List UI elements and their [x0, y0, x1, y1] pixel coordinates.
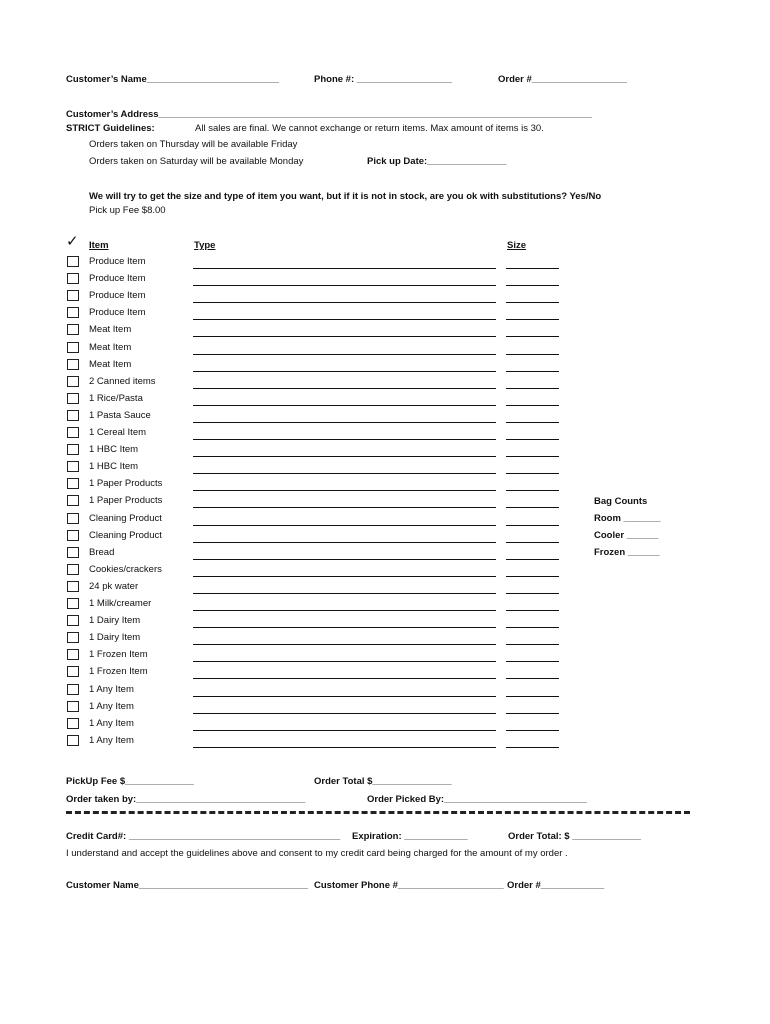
item-checkbox[interactable] — [67, 718, 79, 729]
bag-count-room-field[interactable]: Room _______ — [594, 513, 661, 524]
size-entry-line[interactable] — [506, 627, 559, 628]
type-entry-line[interactable] — [193, 559, 496, 560]
type-entry-line[interactable] — [193, 354, 496, 355]
item-label: 1 Any Item — [89, 735, 134, 746]
item-checkbox[interactable] — [67, 256, 79, 267]
item-checkbox[interactable] — [67, 632, 79, 643]
size-entry-line[interactable] — [506, 268, 559, 269]
pickup-date-field[interactable]: Pick up Date:_______________ — [367, 156, 507, 167]
item-label: 1 Dairy Item — [89, 632, 141, 643]
check-mark-icon: ✓ — [66, 233, 79, 250]
credit-card-field[interactable]: Credit Card#: ________________________________________ — [66, 831, 341, 842]
item-label: Cleaning Product — [89, 530, 162, 541]
type-entry-line[interactable] — [193, 302, 496, 303]
type-entry-line[interactable] — [193, 696, 496, 697]
item-label: 1 Milk/creamer — [89, 598, 152, 609]
size-entry-line[interactable] — [506, 490, 559, 491]
size-entry-line[interactable] — [506, 285, 559, 286]
size-entry-line[interactable] — [506, 576, 559, 577]
item-checkbox[interactable] — [67, 427, 79, 438]
size-entry-line[interactable] — [506, 730, 559, 731]
type-entry-line[interactable] — [193, 713, 496, 714]
item-checkbox[interactable] — [67, 376, 79, 387]
customer-address-field[interactable]: Customer’s Address__________________________________________________________________________________ — [66, 109, 592, 120]
item-label: 1 Frozen Item — [89, 666, 148, 677]
item-checkbox[interactable] — [67, 359, 79, 370]
type-entry-line[interactable] — [193, 405, 496, 406]
type-entry-line[interactable] — [193, 490, 496, 491]
size-entry-line[interactable] — [506, 747, 559, 748]
strict-guidelines-label: STRICT Guidelines: — [66, 123, 155, 134]
item-checkbox[interactable] — [67, 547, 79, 558]
type-entry-line[interactable] — [193, 610, 496, 611]
item-checkbox[interactable] — [67, 684, 79, 695]
column-header-size: Size — [507, 240, 527, 251]
item-checkbox[interactable] — [67, 564, 79, 575]
column-header-item: Item — [89, 240, 109, 251]
size-entry-line[interactable] — [506, 422, 559, 423]
type-entry-line[interactable] — [193, 439, 496, 440]
item-checkbox[interactable] — [67, 393, 79, 404]
item-checkbox[interactable] — [67, 666, 79, 677]
item-label: 1 Frozen Item — [89, 649, 148, 660]
type-entry-line[interactable] — [193, 542, 496, 543]
type-entry-line[interactable] — [193, 336, 496, 337]
size-entry-line[interactable] — [506, 696, 559, 697]
item-label: 1 Any Item — [89, 684, 134, 695]
customer-name-footer-field[interactable]: Customer Name________________________________ — [66, 880, 308, 891]
type-entry-line[interactable] — [193, 576, 496, 577]
pickup-fee-note: Pick up Fee $8.00 — [89, 205, 166, 216]
order-number-field[interactable]: Order #__________________ — [498, 74, 627, 85]
size-entry-line[interactable] — [506, 678, 559, 679]
customer-name-field[interactable]: Customer’s Name_________________________ — [66, 74, 279, 85]
item-label: Produce Item — [89, 256, 146, 267]
phone-field[interactable]: Phone #: __________________ — [314, 74, 452, 85]
size-entry-line[interactable] — [506, 559, 559, 560]
item-checkbox[interactable] — [67, 290, 79, 301]
item-label: Meat Item — [89, 342, 132, 353]
item-label: Cookies/crackers — [89, 564, 162, 575]
type-entry-line[interactable] — [193, 388, 496, 389]
bag-count-frozen-field[interactable]: Frozen ______ — [594, 547, 660, 558]
column-header-type: Type — [194, 240, 216, 251]
item-label: 1 Paper Products — [89, 495, 163, 506]
item-checkbox[interactable] — [67, 307, 79, 318]
thursday-note: Orders taken on Thursday will be available Friday — [89, 139, 298, 150]
size-entry-line[interactable] — [506, 644, 559, 645]
item-checkbox[interactable] — [67, 461, 79, 472]
order-picked-by-field[interactable]: Order Picked By:___________________________ — [367, 794, 587, 805]
size-entry-line[interactable] — [506, 593, 559, 594]
item-label: 24 pk water — [89, 581, 139, 592]
type-entry-line[interactable] — [193, 371, 496, 372]
type-entry-line[interactable] — [193, 456, 496, 457]
size-entry-line[interactable] — [506, 439, 559, 440]
item-label: Meat Item — [89, 359, 132, 370]
item-label: Meat Item — [89, 324, 132, 335]
type-entry-line[interactable] — [193, 593, 496, 594]
item-checkbox[interactable] — [67, 478, 79, 489]
item-label: 1 Paper Products — [89, 478, 163, 489]
size-entry-line[interactable] — [506, 661, 559, 662]
size-entry-line[interactable] — [506, 713, 559, 714]
item-label: Produce Item — [89, 307, 146, 318]
item-checkbox[interactable] — [67, 530, 79, 541]
item-label: 1 Any Item — [89, 701, 134, 712]
size-entry-line[interactable] — [506, 507, 559, 508]
size-entry-line[interactable] — [506, 456, 559, 457]
item-label: 1 HBC Item — [89, 461, 139, 472]
item-checkbox[interactable] — [67, 735, 79, 746]
type-entry-line[interactable] — [193, 525, 496, 526]
item-label: Produce Item — [89, 290, 146, 301]
type-entry-line[interactable] — [193, 678, 496, 679]
item-label: 2 Canned items — [89, 376, 156, 387]
item-label: 1 Cereal Item — [89, 427, 147, 438]
expiration-field[interactable]: Expiration: ____________ — [352, 831, 468, 842]
order-number-footer-field[interactable]: Order #____________ — [507, 880, 605, 891]
type-entry-line[interactable] — [193, 268, 496, 269]
order-total-payment-field[interactable]: Order Total: $ _____________ — [508, 831, 641, 842]
type-entry-line[interactable] — [193, 661, 496, 662]
item-checkbox[interactable] — [67, 649, 79, 660]
item-checkbox[interactable] — [67, 410, 79, 421]
cut-line-divider — [66, 811, 690, 814]
size-entry-line[interactable] — [506, 336, 559, 337]
item-label: 1 Pasta Sauce — [89, 410, 151, 421]
item-label: 1 Any Item — [89, 718, 134, 729]
item-checkbox[interactable] — [67, 615, 79, 626]
item-checkbox[interactable] — [67, 701, 79, 712]
type-entry-line[interactable] — [193, 644, 496, 645]
type-entry-line[interactable] — [193, 627, 496, 628]
type-entry-line[interactable] — [193, 507, 496, 508]
type-entry-line[interactable] — [193, 473, 496, 474]
type-entry-line[interactable] — [193, 747, 496, 748]
bag-count-cooler-field[interactable]: Cooler ______ — [594, 530, 659, 541]
item-checkbox[interactable] — [67, 598, 79, 609]
size-entry-line[interactable] — [506, 610, 559, 611]
item-checkbox[interactable] — [67, 513, 79, 524]
item-label: Bread — [89, 547, 115, 558]
item-checkbox[interactable] — [67, 273, 79, 284]
item-label: 1 HBC Item — [89, 444, 139, 455]
item-checkbox[interactable] — [67, 581, 79, 592]
bag-counts-title: Bag Counts — [594, 496, 648, 507]
substitution-question: We will try to get the size and type of item you want, but if it is not in stock, are you ok with substitutions? Yes/No — [89, 191, 602, 202]
size-entry-line[interactable] — [506, 473, 559, 474]
size-entry-line[interactable] — [506, 542, 559, 543]
item-label: 1 Rice/Pasta — [89, 393, 143, 404]
size-entry-line[interactable] — [506, 525, 559, 526]
type-entry-line[interactable] — [193, 319, 496, 320]
size-entry-line[interactable] — [506, 302, 559, 303]
item-checkbox[interactable] — [67, 324, 79, 335]
type-entry-line[interactable] — [193, 285, 496, 286]
item-checkbox[interactable] — [67, 342, 79, 353]
strict-guidelines-text: All sales are final. We cannot exchange or return items. Max amount of items is 30. — [195, 123, 544, 134]
type-entry-line[interactable] — [193, 730, 496, 731]
order-taken-by-field[interactable]: Order taken by:________________________________ — [66, 794, 306, 805]
size-entry-line[interactable] — [506, 354, 559, 355]
customer-phone-footer-field[interactable]: Customer Phone #____________________ — [314, 880, 504, 891]
size-entry-line[interactable] — [506, 371, 559, 372]
size-entry-line[interactable] — [506, 388, 559, 389]
size-entry-line[interactable] — [506, 405, 559, 406]
order-total-field[interactable]: Order Total $_______________ — [314, 776, 452, 787]
item-checkbox[interactable] — [67, 495, 79, 506]
pickup-fee-field[interactable]: PickUp Fee $_____________ — [66, 776, 194, 787]
item-checkbox[interactable] — [67, 444, 79, 455]
item-label: Cleaning Product — [89, 513, 162, 524]
item-label: 1 Dairy Item — [89, 615, 141, 626]
item-label: Produce Item — [89, 273, 146, 284]
consent-text: I understand and accept the guidelines above and consent to my credit card being charged for the amount of my order . — [66, 848, 568, 859]
type-entry-line[interactable] — [193, 422, 496, 423]
saturday-note: Orders taken on Saturday will be available Monday — [89, 156, 304, 167]
size-entry-line[interactable] — [506, 319, 559, 320]
